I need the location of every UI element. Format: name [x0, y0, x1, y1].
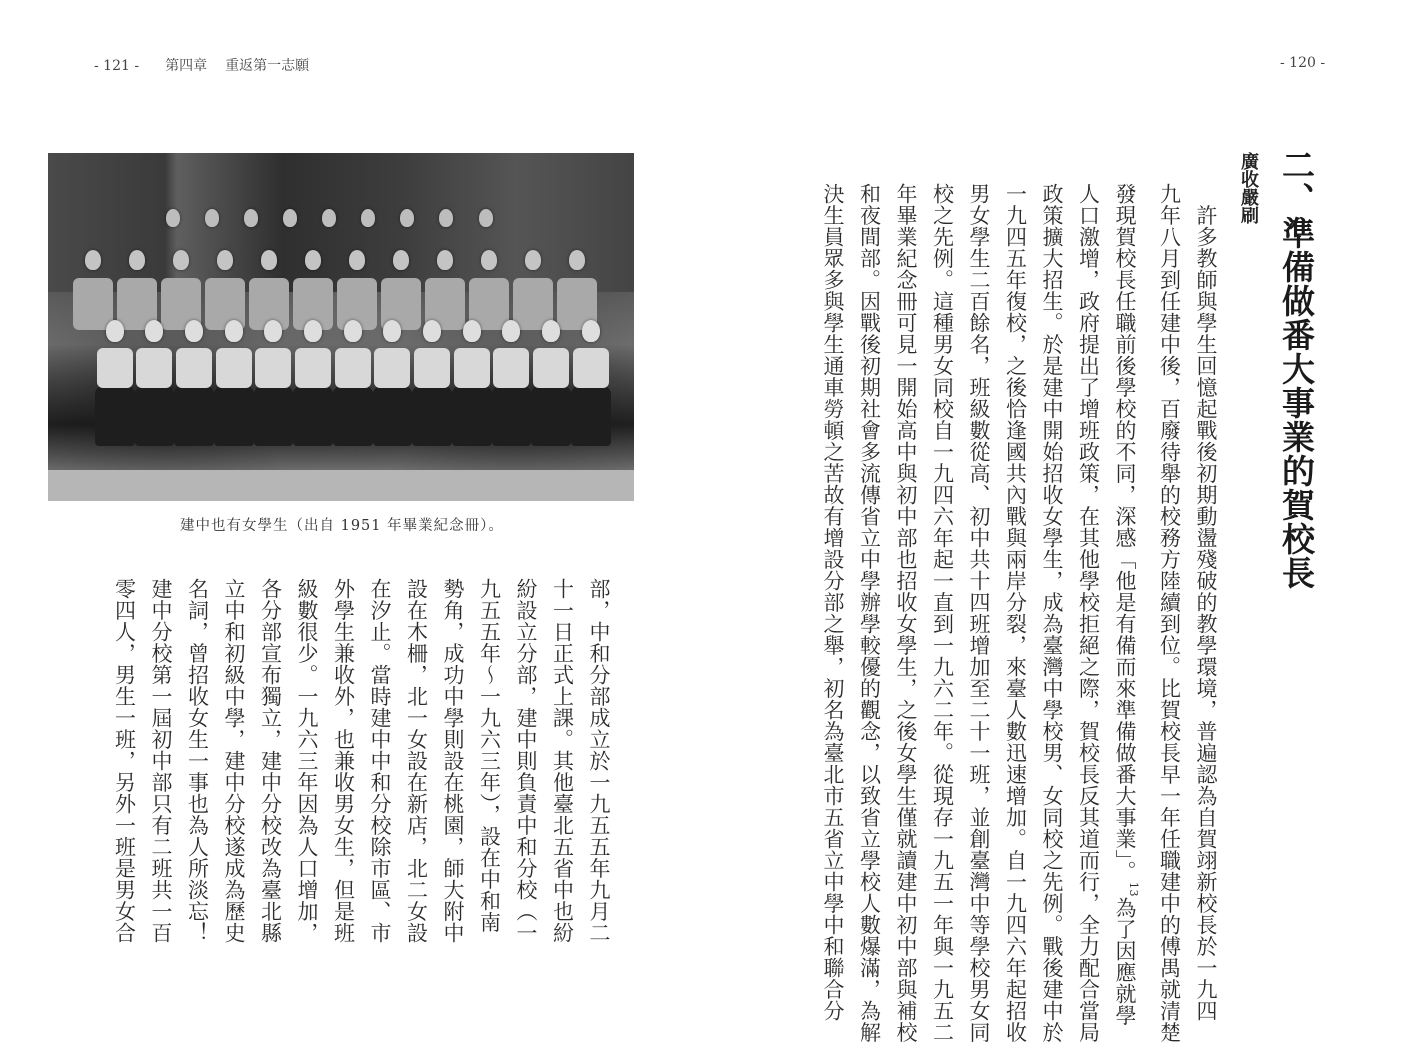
chapter-label: 第四章 [165, 58, 208, 74]
body-column: 和夜間部。因戰後初期社會多流傳省立中學辦學較優的觀念，以致省立學校人數爆滿，為解 [857, 183, 882, 1043]
body-column: 人口激增，政府提出了增班政策，在其他學校拒絕之際，賀校長反其道而行，全力配合當局 [1076, 183, 1101, 1043]
photo-middle-row-heads [71, 250, 598, 270]
photo-caption: 建中也有女學生（出自 1951 年畢業紀念冊）。 [180, 518, 504, 534]
body-column: 九五五年～一九六三年），設在中和南 [477, 578, 502, 933]
subsection-title: 廣收嚴刷 [1238, 152, 1259, 224]
running-head-left [94, 55, 309, 75]
page-number-left: - 121 - [94, 58, 140, 74]
photo-front-row-heads [95, 320, 611, 342]
body-column: 一九四五年復校，之後恰逢國共內戰與兩岸分裂，來臺人數迅速增加。自一九四六年起招收 [1003, 183, 1028, 1043]
body-column: 紛設立分部，建中則負責中和分校（一 [514, 578, 538, 944]
body-column: 十一日正式上課。其他臺北五省中也紛 [550, 578, 575, 944]
body-column: 年畢業紀念冊可見一開始高中與初中部也招收女學生，之後女學生僅就讀建中初中部與補校 [894, 183, 918, 1043]
footnote-marker[interactable]: 13 [1127, 882, 1140, 897]
photo-front-row-blouses [95, 348, 611, 388]
body-column: 各分部宣布獨立，建中分校改為臺北縣 [258, 578, 283, 944]
body-column: 校之先例。這種男女同校自一九四六年起一直到一九六二年。從現存一九五一年與一九五二 [930, 183, 955, 1043]
body-column-text: 發現賀校長任職前後學校的不同，深感「他是有備而來準備做番大事業」。 [1113, 183, 1137, 882]
body-column: 在汐止。當時建中中和分校除市區、市 [368, 578, 392, 944]
body-column: 零四人，男生一班，另外一班是男女合 [112, 578, 137, 944]
body-column: 政策擴大招生。於是建中開始招收女學生，成為臺灣中學校男、女同校之先例。戰後建中於 [1040, 183, 1064, 1043]
body-column: 名詞，曾招收女生一事也為人所淡忘！ [185, 578, 210, 944]
body-column: 外學生兼收外，也兼收男女生，但是班 [331, 578, 356, 944]
right-page [705, 0, 1410, 1043]
body-column-continuation: 為了因應就學 [1113, 897, 1137, 1026]
body-column: 建中分校第一屆初中部只有二班共一百 [149, 578, 173, 944]
group-photo [48, 153, 634, 501]
body-column: 設在木柵，北一女設在新店，北二女設 [404, 578, 429, 944]
body-column: 九年八月到任建中後，百廢待舉的校務方陸續到位。比賀校長早一年任職建中的傅禺就清楚 [1157, 183, 1182, 1043]
chapter-title: 重返第一志願 [225, 58, 310, 74]
left-page [0, 0, 705, 1000]
body-column: 級數很少。一九六三年因為人口增加， [295, 578, 319, 944]
photo-back-row-heads [153, 209, 505, 227]
body-column: 許多教師與學生回憶起戰後初期動盪殘破的教學環境，普遍認為自賀翊新校長於一九四 [1194, 183, 1218, 1022]
body-column: 立中和初級中學，建中分校遂成為歷史 [222, 578, 246, 944]
body-column: 男女學生二百餘名，班級數從高、初中共十四班增加至二十一班，並創臺灣中等學校男女同 [967, 183, 991, 1043]
photo-ground [48, 470, 634, 501]
running-head-right [1280, 55, 1325, 71]
body-column [1107, 183, 1152, 1026]
photo-front-row-skirts [95, 386, 611, 446]
body-column: 勢角，成功中學則設在桃園，師大附中 [441, 578, 465, 944]
body-column: 決生員眾多與學生通車勞頓之苦故有增設分部之舉，初名為臺北市五省立中學中和聯合分 [821, 183, 845, 1022]
page-number-right: - 120 - [1280, 55, 1326, 71]
left-body-text [106, 578, 617, 944]
body-column: 部，中和分部成立於一九五五年九月二 [587, 578, 611, 944]
right-body-text [815, 183, 1225, 1043]
section-title: 二、準備做番大事業的賀校長 [1277, 148, 1316, 590]
